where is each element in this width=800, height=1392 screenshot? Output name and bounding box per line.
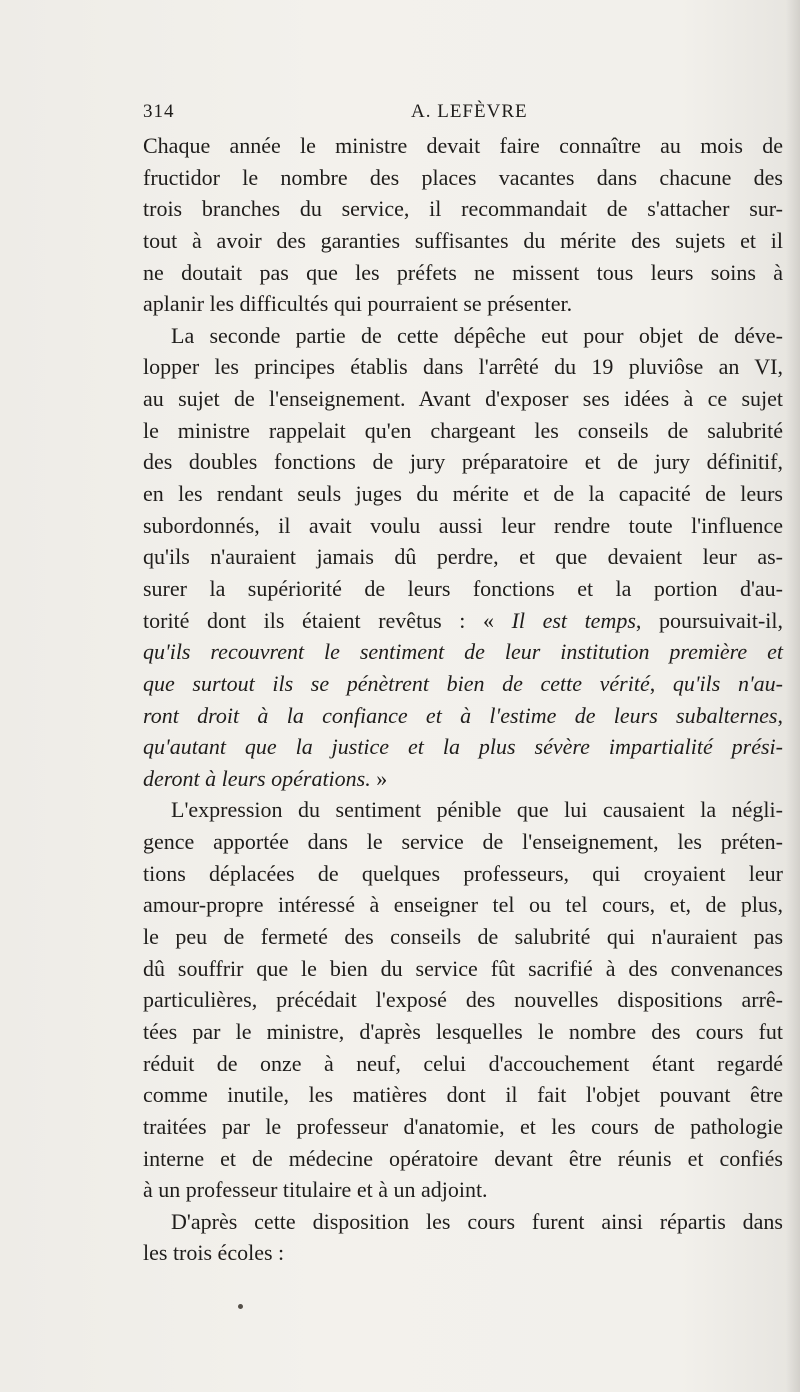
body-text xyxy=(143,130,783,1269)
text-line: aplanir les difficultés qui pourraient se présenter. xyxy=(143,291,573,317)
text-line: le ministre rappelait qu'en chargeant les conseils de salubrité xyxy=(143,417,783,443)
text-line: particulières, précédait l'exposé des nouvelles dispositions arrê- xyxy=(143,987,783,1013)
text-line: La seconde partie de cette dépêche eut pour objet de déve- xyxy=(171,322,783,348)
page-edge-shadow xyxy=(786,0,800,1392)
text-line: fructidor le nombre des places vacantes dans chacune des xyxy=(143,164,783,190)
text-line: qu'ils n'auraient jamais dû perdre, et que devaient leur as- xyxy=(143,544,783,570)
text-line: que surtout ils se pénètrent bien de cette vérité, qu'ils n'au- xyxy=(143,670,783,696)
italic-quote: qu'ils recouvrent le sentiment de leur institution première et xyxy=(143,639,783,665)
text-line xyxy=(143,731,783,763)
text-line: comme inutile, les matières dont il fait l'objet pouvant être xyxy=(143,1082,783,1108)
text-line: ne doutait pas que les préfets ne missent tous leurs soins à xyxy=(143,259,783,285)
text-line: des doubles fonctions de jury préparatoire et de jury définitif, xyxy=(143,449,783,475)
text-line: traitées par le professeur d'anatomie, et les cours de pathologie xyxy=(143,1113,783,1139)
text-line: lopper les principes établis dans l'arrêté du 19 pluviôse an VI, xyxy=(143,354,783,380)
running-head: A. LEFÈVRE xyxy=(411,101,528,122)
text-line: interne et de médecine opératoire devant être réunis et confiés xyxy=(143,1145,783,1171)
text-line: le peu de fermeté des conseils de salubrité qui n'auraient pas xyxy=(143,924,783,950)
text-line: à un professeur titulaire et à un adjoint. xyxy=(143,1177,488,1203)
ink-speck xyxy=(238,1304,243,1309)
text-line: D'après cette disposition les cours furent ainsi répartis dans xyxy=(171,1208,783,1234)
page-number: 314 xyxy=(143,101,175,122)
text-line: surer la supériorité de leurs fonctions et la portion d'au- xyxy=(143,575,783,601)
text-line: trois branches du service, il recommandait de s'attacher sur- xyxy=(143,196,783,222)
text-line: gence apportée dans le service de l'enseignement, les préten- xyxy=(143,829,783,855)
page-header xyxy=(143,101,783,125)
italic-quote: ront droit à la confiance et à l'estime de leurs subalternes xyxy=(143,702,778,728)
italic-quote: que surtout ils se pénètrent bien de cette vérité xyxy=(143,670,650,696)
text-line: torité dont ils étaient revêtus : « Il est temps, poursuivait-il, xyxy=(143,607,784,633)
italic-quote: Il est temps xyxy=(511,607,636,633)
text-line: tions déplacées de quelques professeurs, qui croyaient leur xyxy=(143,860,783,886)
text-line: tées par le ministre, d'après lesquelles le nombre des cours fut xyxy=(143,1018,783,1044)
text-line: tout à avoir des garanties suffisantes du mérite des sujets et il xyxy=(143,227,783,253)
text-line: au sujet de l'enseignement. Avant d'exposer ses idées à ce sujet xyxy=(143,386,783,412)
text-line: dû souffrir que le bien du service fût sacrifié à des convenances xyxy=(143,955,783,981)
text-line: deront à leurs opérations. » xyxy=(143,765,388,791)
text-line xyxy=(143,636,783,668)
text-line: Chaque année le ministre devait faire connaître au mois de xyxy=(143,133,783,158)
text-line: ront droit à la confiance et à l'estime de leurs subalternes, xyxy=(143,702,783,728)
text-line: subordonnés, il avait voulu aussi leur rendre toute l'influence xyxy=(143,512,783,538)
text-line: en les rendant seuls juges du mérite et de la capacité de leurs xyxy=(143,481,783,507)
italic-quote: deront à leurs opérations. xyxy=(143,765,371,791)
text-line: L'expression du sentiment pénible que lui causaient la négli- xyxy=(171,797,783,823)
text-line: amour-propre intéressé à enseigner tel ou tel cours, et, de plus, xyxy=(143,892,783,918)
italic-quote: qu'ils n'au- xyxy=(672,670,783,696)
text-line: réduit de onze à neuf, celui d'accouchement étant regardé xyxy=(143,1050,783,1076)
italic-quote: qu'autant que la justice et la plus sévère impartialité prési- xyxy=(143,734,783,760)
text-line: les trois écoles : xyxy=(143,1240,285,1266)
